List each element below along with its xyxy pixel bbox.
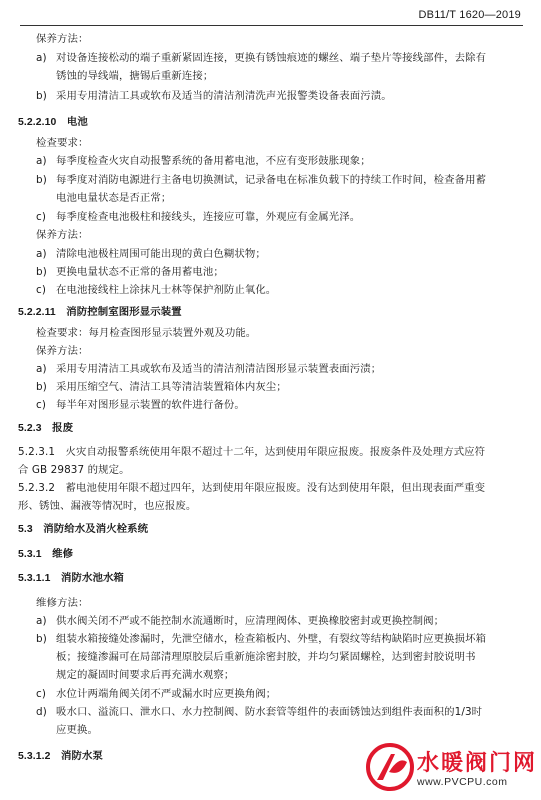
list-item: a) 采用专用清洁工具或软布及适当的清洁剂清洁图形显示装置表面污渍； <box>36 363 382 375</box>
clause-text: 5.2.3.2 蓄电池使用年限不超过四年，达到使用年限应报废。没有达到使用年限，但出现表面严重变 <box>18 482 486 494</box>
header-rule <box>20 25 523 26</box>
text-line: 检查要求： <box>36 137 89 149</box>
text-line: 锈蚀的导线端，搪锡后重新连接； <box>56 70 214 82</box>
section-heading: 5.2.2.11 消防控制室图形显示装置 <box>18 306 182 318</box>
watermark-url: www.PVCPU.com <box>417 776 508 788</box>
text-line: 电池电量状态是否正常； <box>56 192 172 204</box>
standard-code: DB11/T 1620—2019 <box>418 9 521 21</box>
list-item: a) 每季度检查火灾自动报警系统的备用蓄电池，不应有变形鼓胀现象； <box>36 155 371 167</box>
section-heading: 5.2.3 报废 <box>18 422 74 434</box>
list-item: c) 水位计两端角阀关闭不严或漏水时应更换角阀； <box>36 688 277 700</box>
text-line: 检查要求：每月检查图形显示装置外观及功能。 <box>36 327 257 339</box>
text-line: 保养方法： <box>36 229 89 241</box>
list-item: a) 供水阀关闭不严或不能控制水流通断时，应清理阀体、更换橡胶密封或更换控制阀； <box>36 615 445 627</box>
list-item: b) 每季度对消防电源进行主备电切换测试，记录备电在标准负载下的持续工作时间，检查备用蓄 <box>36 174 487 186</box>
text-line: 形、锈蚀、漏液等情况时，也应报废。 <box>18 500 197 512</box>
text-line: 合 GB 29837 的规定。 <box>18 464 130 476</box>
list-item: b) 组装水箱接缝处渗漏时，先泄空储水，检查箱板内、外壁，有裂纹等结构缺陷时应更换损坏箱 <box>36 633 487 645</box>
list-item: b) 采用专用清洁工具或软布及适当的清洁剂清洗声光报警类设备表面污渍。 <box>36 90 392 102</box>
watermark-brand: 水暖阀门网 <box>417 751 538 776</box>
clause-text: 5.2.3.1 火灾自动报警系统使用年限不超过十二年，达到使用年限应报废。报废条件及处理方式应符 <box>18 446 486 458</box>
list-item: c) 每半年对图形显示装置的软件进行备份。 <box>36 399 245 411</box>
text-line: 规定的凝固时间要求后再充满水观察； <box>56 669 235 681</box>
section-heading: 5.3.1.1 消防水池水箱 <box>18 572 124 584</box>
section-heading: 5.3.1 维修 <box>18 548 74 560</box>
list-item: a) 清除电池极柱周围可能出现的黄白色糊状物； <box>36 248 266 260</box>
site-watermark <box>365 738 538 796</box>
list-item: b) 采用压缩空气、清洁工具等清洁装置箱体内灰尘； <box>36 381 287 393</box>
section-heading: 5.3 消防给水及消火栓系统 <box>18 523 149 535</box>
text-line: 板；接缝渗漏可在局部清理原胶层后重新施涂密封胶，并均匀紧固螺栓，达到密封胶说明书 <box>56 651 476 663</box>
section-heading: 5.2.2.10 电池 <box>18 116 88 128</box>
list-item: a) 对设备连接松动的端子重新紧固连接，更换有锈蚀痕迹的螺丝、端子垫片等接线部件，去除有 <box>36 52 487 64</box>
watermark-logo-icon <box>365 742 415 792</box>
list-item: c) 每季度检查电池极柱和接线头，连接应可靠，外观应有金属光泽。 <box>36 211 361 223</box>
list-item: b) 更换电量状态不正常的备用蓄电池； <box>36 266 224 278</box>
text-line: 应更换。 <box>56 724 98 736</box>
list-item: c) 在电池接线柱上涂抹凡士林等保护剂防止氧化。 <box>36 284 277 296</box>
text-line: 保养方法： <box>36 345 89 357</box>
text-line: 维修方法： <box>36 597 89 609</box>
section-heading: 5.3.1.2 消防水泵 <box>18 750 103 762</box>
list-item: d) 吸水口、溢流口、泄水口、水力控制阀、防水套管等组件的表面锈蚀达到组件表面积的1/3时 <box>36 706 483 718</box>
text-line: 保养方法： <box>36 33 89 45</box>
